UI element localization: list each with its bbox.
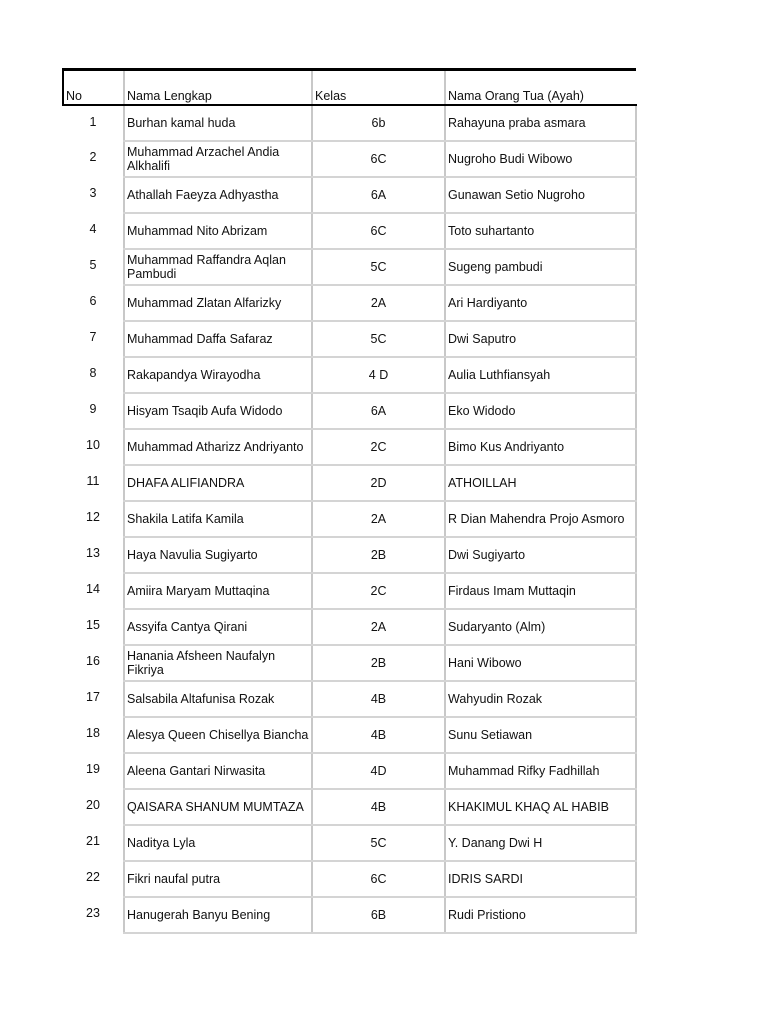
cell-kelas: 4B	[312, 717, 445, 753]
cell-kelas: 4D	[312, 753, 445, 789]
cell-kelas: 2D	[312, 465, 445, 501]
table-row	[63, 429, 636, 465]
cell-nama-lengkap: Muhammad Arzachel Andia Alkhalifi	[124, 141, 312, 177]
cell-nama-lengkap: Muhammad Daffa Safaraz	[124, 321, 312, 357]
cell-nama-orang-tua: Firdaus Imam Muttaqin	[445, 573, 636, 609]
cell-no: 12	[86, 509, 100, 524]
cell-kelas: 6C	[312, 141, 445, 177]
cell-kelas: 2A	[312, 609, 445, 645]
cell-kelas: 6B	[312, 897, 445, 933]
cell-nama-orang-tua: Nugroho Budi Wibowo	[445, 141, 636, 177]
cell-kelas: 2C	[312, 429, 445, 465]
cell-no: 6	[89, 293, 97, 308]
cell-kelas: 6C	[312, 861, 445, 897]
cell-kelas: 2A	[312, 285, 445, 321]
cell-nama-orang-tua: Wahyudin Rozak	[445, 681, 636, 717]
cell-nama-lengkap: DHAFA ALIFIANDRA	[124, 465, 312, 501]
cell-nama-lengkap: Shakila Latifa Kamila	[124, 501, 312, 537]
table-row	[63, 573, 636, 609]
cell-nama-lengkap: Hanania Afsheen Naufalyn Fikriya	[124, 645, 312, 681]
column-header-kelas: Kelas	[312, 70, 445, 105]
column-header-nama-orang-tua: Nama Orang Tua (Ayah)	[445, 70, 636, 105]
cell-kelas: 2B	[312, 537, 445, 573]
cell-no: 5	[89, 257, 97, 272]
cell-no: 18	[86, 725, 100, 740]
cell-nama-orang-tua: Sugeng pambudi	[445, 249, 636, 285]
student-roster-table	[62, 68, 637, 934]
table-row	[63, 141, 636, 177]
table-row	[63, 537, 636, 573]
cell-no: 22	[86, 869, 100, 884]
cell-nama-orang-tua: Toto suhartanto	[445, 213, 636, 249]
table-row	[63, 213, 636, 249]
cell-kelas: 2B	[312, 645, 445, 681]
cell-no: 8	[89, 365, 97, 380]
cell-no: 9	[89, 401, 97, 416]
table-row	[63, 249, 636, 285]
cell-kelas: 6A	[312, 177, 445, 213]
cell-no: 1	[89, 114, 97, 129]
cell-nama-orang-tua: Rahayuna praba asmara	[445, 105, 636, 141]
table-header	[63, 70, 636, 105]
cell-no: 11	[86, 473, 100, 488]
cell-nama-lengkap: Aleena Gantari Nirwasita	[124, 753, 312, 789]
cell-no: 15	[86, 617, 100, 632]
cell-nama-lengkap: Assyifa Cantya Qirani	[124, 609, 312, 645]
table-row	[63, 321, 636, 357]
cell-nama-lengkap: QAISARA SHANUM MUMTAZA	[124, 789, 312, 825]
cell-nama-orang-tua: Ari Hardiyanto	[445, 285, 636, 321]
table-row	[63, 501, 636, 537]
cell-nama-orang-tua: Aulia Luthfiansyah	[445, 357, 636, 393]
cell-kelas: 4B	[312, 681, 445, 717]
cell-nama-orang-tua: IDRIS SARDI	[445, 861, 636, 897]
table-row	[63, 825, 636, 861]
cell-nama-lengkap: Athallah Faeyza Adhyastha	[124, 177, 312, 213]
table-row	[63, 789, 636, 825]
table-row	[63, 357, 636, 393]
cell-no: 21	[86, 833, 100, 848]
cell-kelas: 6A	[312, 393, 445, 429]
cell-no: 2	[89, 149, 97, 164]
cell-nama-orang-tua: Muhammad Rifky Fadhillah	[445, 753, 636, 789]
cell-nama-lengkap: Haya Navulia Sugiyarto	[124, 537, 312, 573]
cell-nama-lengkap: Muhammad Raffandra Aqlan Pambudi	[124, 249, 312, 285]
student-roster-sheet	[62, 68, 635, 934]
table-row	[63, 393, 636, 429]
cell-kelas: 5C	[312, 321, 445, 357]
cell-no: 4	[89, 221, 97, 236]
cell-nama-orang-tua: Sunu Setiawan	[445, 717, 636, 753]
cell-no: 3	[89, 185, 97, 200]
cell-no: 13	[86, 545, 100, 560]
cell-nama-lengkap: Alesya Queen Chisellya Biancha	[124, 717, 312, 753]
cell-no: 10	[86, 437, 100, 452]
cell-nama-orang-tua: Rudi Pristiono	[445, 897, 636, 933]
cell-kelas: 2C	[312, 573, 445, 609]
table-row	[63, 609, 636, 645]
cell-nama-lengkap: Hanugerah Banyu Bening	[124, 897, 312, 933]
table-row	[63, 105, 636, 141]
column-header-nama-lengkap: Nama Lengkap	[124, 70, 312, 105]
header-row	[63, 70, 636, 105]
cell-nama-orang-tua: R Dian Mahendra Projo Asmoro	[445, 501, 636, 537]
cell-nama-lengkap: Muhammad Atharizz Andriyanto	[124, 429, 312, 465]
table-row	[63, 465, 636, 501]
cell-no: 19	[86, 761, 100, 776]
cell-nama-orang-tua: Bimo Kus Andriyanto	[445, 429, 636, 465]
cell-kelas: 6C	[312, 213, 445, 249]
cell-kelas: 6b	[312, 105, 445, 141]
cell-nama-orang-tua: Sudaryanto (Alm)	[445, 609, 636, 645]
cell-kelas: 4B	[312, 789, 445, 825]
cell-nama-orang-tua: ATHOILLAH	[445, 465, 636, 501]
cell-no: 14	[86, 581, 100, 596]
cell-nama-orang-tua: Dwi Saputro	[445, 321, 636, 357]
cell-no: 7	[89, 329, 97, 344]
cell-no: 20	[86, 797, 100, 812]
cell-nama-orang-tua: Hani Wibowo	[445, 645, 636, 681]
table-row	[63, 681, 636, 717]
cell-nama-lengkap: Rakapandya Wirayodha	[124, 357, 312, 393]
cell-no: 17	[86, 689, 100, 704]
cell-no: 23	[86, 905, 100, 920]
table-row	[63, 285, 636, 321]
cell-nama-lengkap: Hisyam Tsaqib Aufa Widodo	[124, 393, 312, 429]
cell-nama-orang-tua: Y. Danang Dwi H	[445, 825, 636, 861]
cell-nama-orang-tua: Eko Widodo	[445, 393, 636, 429]
cell-nama-orang-tua: Gunawan Setio Nugroho	[445, 177, 636, 213]
cell-nama-lengkap: Muhammad Nito Abrizam	[124, 213, 312, 249]
table-row	[63, 861, 636, 897]
cell-no: 16	[86, 653, 100, 668]
cell-nama-lengkap: Naditya Lyla	[124, 825, 312, 861]
cell-nama-lengkap: Muhammad Zlatan Alfarizky	[124, 285, 312, 321]
cell-nama-orang-tua: KHAKIMUL KHAQ AL HABIB	[445, 789, 636, 825]
cell-kelas: 2A	[312, 501, 445, 537]
cell-nama-lengkap: Amiira Maryam Muttaqina	[124, 573, 312, 609]
table-row	[63, 717, 636, 753]
table-row	[63, 897, 636, 933]
cell-nama-orang-tua: Dwi Sugiyarto	[445, 537, 636, 573]
cell-nama-lengkap: Burhan kamal huda	[124, 105, 312, 141]
cell-kelas: 5C	[312, 825, 445, 861]
cell-kelas: 5C	[312, 249, 445, 285]
column-header-no: No	[63, 70, 124, 105]
cell-nama-lengkap: Salsabila Altafunisa Rozak	[124, 681, 312, 717]
table-row	[63, 177, 636, 213]
cell-kelas: 4 D	[312, 357, 445, 393]
table-row	[63, 753, 636, 789]
table-body	[63, 105, 636, 933]
table-row	[63, 645, 636, 681]
cell-nama-lengkap: Fikri naufal putra	[124, 861, 312, 897]
